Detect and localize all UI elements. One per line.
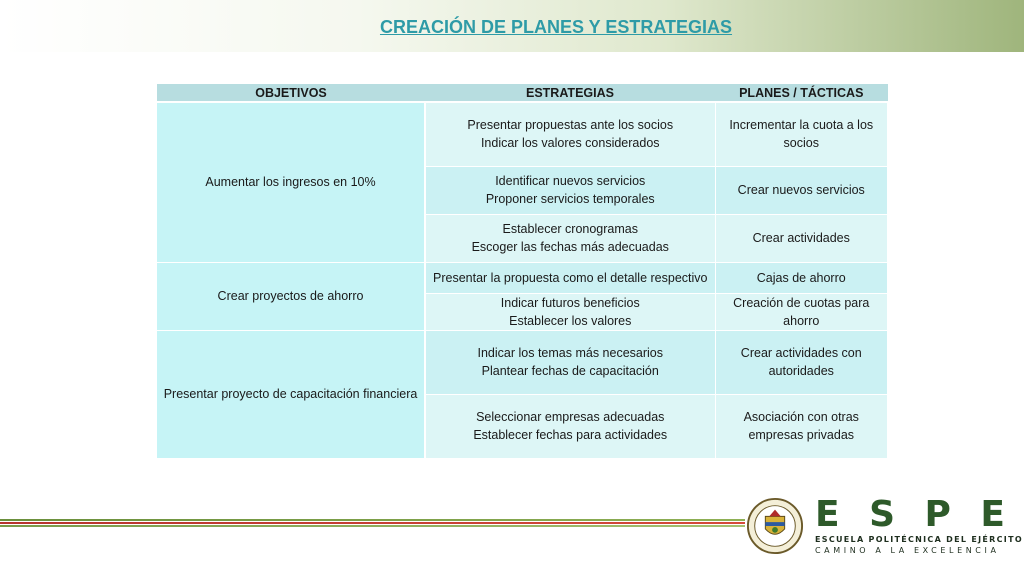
logo-letter: E xyxy=(815,494,840,535)
strategy-line: Presentar propuestas ante los socios xyxy=(467,118,674,133)
strategy-cell xyxy=(425,262,715,293)
header-planes: PLANES / TÁCTICAS xyxy=(715,84,888,102)
green-stripe xyxy=(0,519,745,521)
plan-cell: Crear nuevos servicios xyxy=(715,166,888,214)
strategy-cell xyxy=(425,166,715,214)
strategy-line: Establecer cronogramas xyxy=(502,222,638,237)
table-row xyxy=(157,330,888,394)
strategy-cell xyxy=(425,102,715,166)
table-row xyxy=(157,102,888,166)
header-objetivos: OBJETIVOS xyxy=(157,84,425,102)
espe-wordmark xyxy=(815,494,1005,535)
objective-cell xyxy=(157,102,425,262)
strategy-cell xyxy=(425,330,715,394)
plan-cell: Creación de cuotas para ahorro xyxy=(715,293,888,330)
plan-cell: Cajas de ahorro xyxy=(715,262,888,293)
espe-logo xyxy=(815,494,1023,557)
red-stripe xyxy=(0,522,745,524)
strategy-line: Establecer fechas para actividades xyxy=(473,428,668,443)
strategy-line: Indicar futuros beneficios xyxy=(500,295,640,310)
footer-stripes xyxy=(0,519,745,531)
plan-cell: Asociación con otras empresas privadas xyxy=(715,394,888,458)
strategy-line: Identificar nuevos servicios xyxy=(495,174,646,189)
objective-cell xyxy=(157,262,425,330)
plans-table xyxy=(157,84,888,459)
strategy-line: Plantear fechas de capacitación xyxy=(481,364,659,379)
strategy-line: Establecer los valores xyxy=(509,313,632,328)
strategy-cell xyxy=(425,214,715,262)
objective-label: Presentar proyecto de capacitación financiera xyxy=(163,387,418,402)
institution-motto: CAMINO A LA EXCELENCIA xyxy=(815,546,1000,555)
strategy-cell xyxy=(425,394,715,458)
strategy-line: Seleccionar empresas adecuadas xyxy=(476,410,665,425)
objective-label: Aumentar los ingresos en 10% xyxy=(205,175,376,190)
plan-cell: Crear actividades xyxy=(715,214,888,262)
table-row xyxy=(157,262,888,293)
page-title: CREACIÓN DE PLANES Y ESTRATEGIAS xyxy=(379,17,733,37)
strategy-line: Presentar la propuesta como el detalle respectivo xyxy=(433,270,708,285)
institution-name: ESCUELA POLITÉCNICA DEL EJÉRCITO xyxy=(815,535,1023,544)
strategy-cell xyxy=(425,293,715,330)
logo-letter: P xyxy=(924,494,951,535)
objective-label: Crear proyectos de ahorro xyxy=(217,289,364,304)
espe-seal-icon xyxy=(746,497,804,555)
plan-cell: Incrementar la cuota a los socios xyxy=(715,102,888,166)
logo-letter: E xyxy=(980,494,1005,535)
strategy-line: Escoger las fechas más adecuadas xyxy=(471,240,669,255)
light-green-stripe xyxy=(0,525,745,527)
strategy-line: Indicar los valores considerados xyxy=(480,136,660,151)
header-estrategias: ESTRATEGIAS xyxy=(425,84,715,102)
objective-cell xyxy=(157,330,425,458)
strategy-line: Proponer servicios temporales xyxy=(485,192,655,207)
table-header-row xyxy=(157,84,888,102)
logo-letter: S xyxy=(869,494,896,535)
plan-cell: Crear actividades con autoridades xyxy=(715,330,888,394)
strategy-line: Indicar los temas más necesarios xyxy=(477,346,663,361)
